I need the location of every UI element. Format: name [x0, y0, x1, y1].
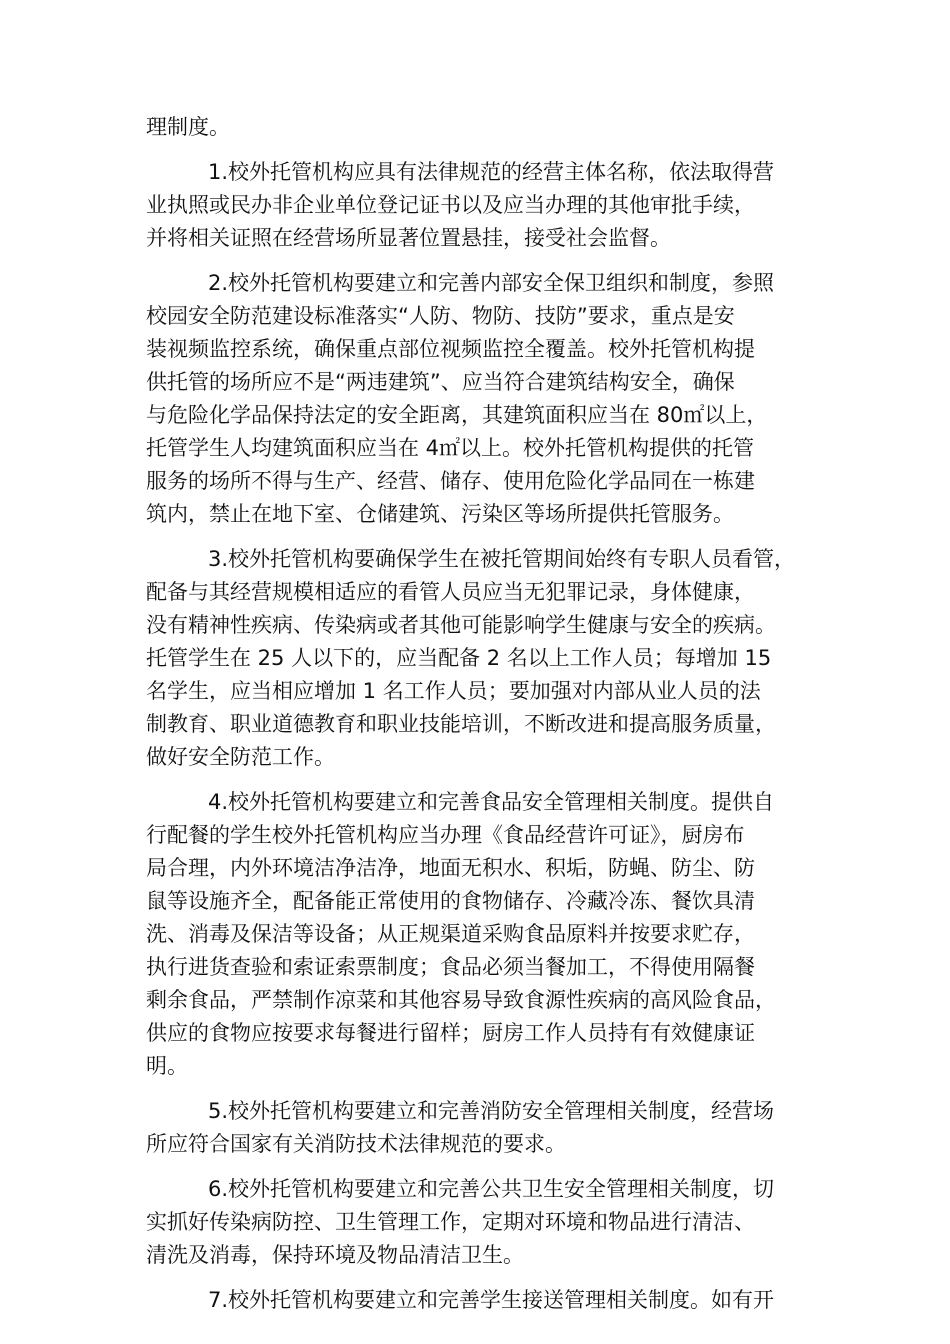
- text-line: 行配餐的学生校外托管机构应当办理《食品经营许可证》，厨房布: [146, 823, 745, 847]
- text-line: 6.校外托管机构要建立和完善公共卫生安全管理相关制度，切: [208, 1177, 775, 1201]
- document-body: [146, 111, 811, 1329]
- paragraph: [146, 156, 811, 255]
- paragraph: [146, 786, 811, 1083]
- text-line: 明。: [146, 1054, 188, 1078]
- text-line: 执行进货查验和索证索票制度；食品必须当餐加工，不得使用隔餐: [146, 955, 755, 979]
- text-line: 4.校外托管机构要建立和完善食品安全管理相关制度。提供自: [208, 790, 775, 814]
- paragraph: [146, 1173, 811, 1272]
- text-line: 清洗及消毒，保持环境及物品清洁卫生。: [146, 1243, 524, 1267]
- text-line: 并将相关证照在经营场所显著位置悬挂，接受社会监督。: [146, 226, 671, 250]
- text-line: 剩余食品，严禁制作凉菜和其他容易导致食源性疾病的高风险食品，: [146, 988, 776, 1012]
- text-line: 装视频监控系统，确保重点部位视频监控全覆盖。校外托管机构提: [146, 337, 755, 361]
- text-line: 供托管的场所应不是“两违建筑”、应当符合建筑结构安全，确保: [146, 370, 735, 394]
- text-line: 名学生，应当相应增加 1 名工作人员；要加强对内部从业人员的法: [146, 679, 761, 703]
- text-line: 5.校外托管机构要建立和完善消防安全管理相关制度，经营场: [208, 1099, 775, 1123]
- text-line: 所应符合国家有关消防技术法律规范的要求。: [146, 1132, 566, 1156]
- text-line: 3.校外托管机构要确保学生在被托管期间始终有专职人员看管，: [208, 547, 796, 571]
- text-line: 托管学生在 25 人以下的，应当配备 2 名以上工作人员；每增加 15: [146, 646, 772, 670]
- paragraph: [146, 267, 811, 531]
- paragraph: [146, 111, 811, 144]
- text-line: 筑内，禁止在地下室、仓储建筑、污染区等场所提供托管服务。: [146, 502, 734, 526]
- text-line: 配备与其经营规模相适应的看管人员应当无犯罪记录，身体健康，: [146, 580, 755, 604]
- paragraph: [146, 1284, 811, 1317]
- text-line: 局合理，内外环境洁净洁净，地面无积水、积垢，防蝇、防尘、防: [146, 856, 755, 880]
- text-line: 业执照或民办非企业单位登记证书以及应当办理的其他审批手续，: [146, 193, 755, 217]
- text-line: 鼠等设施齐全，配备能正常使用的食物储存、冷藏冷冻、餐饮具清: [146, 889, 755, 913]
- text-line: 1.校外托管机构应具有法律规范的经营主体名称，依法取得营: [208, 160, 775, 184]
- text-line: 实抓好传染病防控、卫生管理工作，定期对环境和物品进行清洁、: [146, 1210, 755, 1234]
- text-line: 供应的食物应按要求每餐进行留样；厨房工作人员持有有效健康证: [146, 1021, 755, 1045]
- text-line: 制教育、职业道德教育和职业技能培训，不断改进和提高服务质量，: [146, 712, 776, 736]
- text-line: 理制度。: [146, 115, 230, 139]
- text-line: 洗、消毒及保洁等设备；从正规渠道采购食品原料并按要求贮存，: [146, 922, 755, 946]
- text-line: 服务的场所不得与生产、经营、储存、使用危险化学品同在一栋建: [146, 469, 755, 493]
- text-line: 校园安全防范建设标准落实“人防、物防、技防”要求，重点是安: [146, 304, 735, 328]
- text-line: 7.校外托管机构要建立和完善学生接送管理相关制度。如有开: [208, 1288, 775, 1312]
- text-line: 做好安全防范工作。: [146, 745, 335, 769]
- text-line: 托管学生人均建筑面积应当在 4㎡以上。校外托管机构提供的托管: [146, 436, 755, 460]
- paragraph: [146, 543, 811, 774]
- paragraph: [146, 1095, 811, 1161]
- text-line: 没有精神性疾病、传染病或者其他可能影响学生健康与安全的疾病。: [146, 613, 776, 637]
- text-line: 2.校外托管机构要建立和完善内部安全保卫组织和制度，参照: [208, 271, 775, 295]
- text-line: 与危险化学品保持法定的安全距离，其建筑面积应当在 80㎡以上，: [146, 403, 768, 427]
